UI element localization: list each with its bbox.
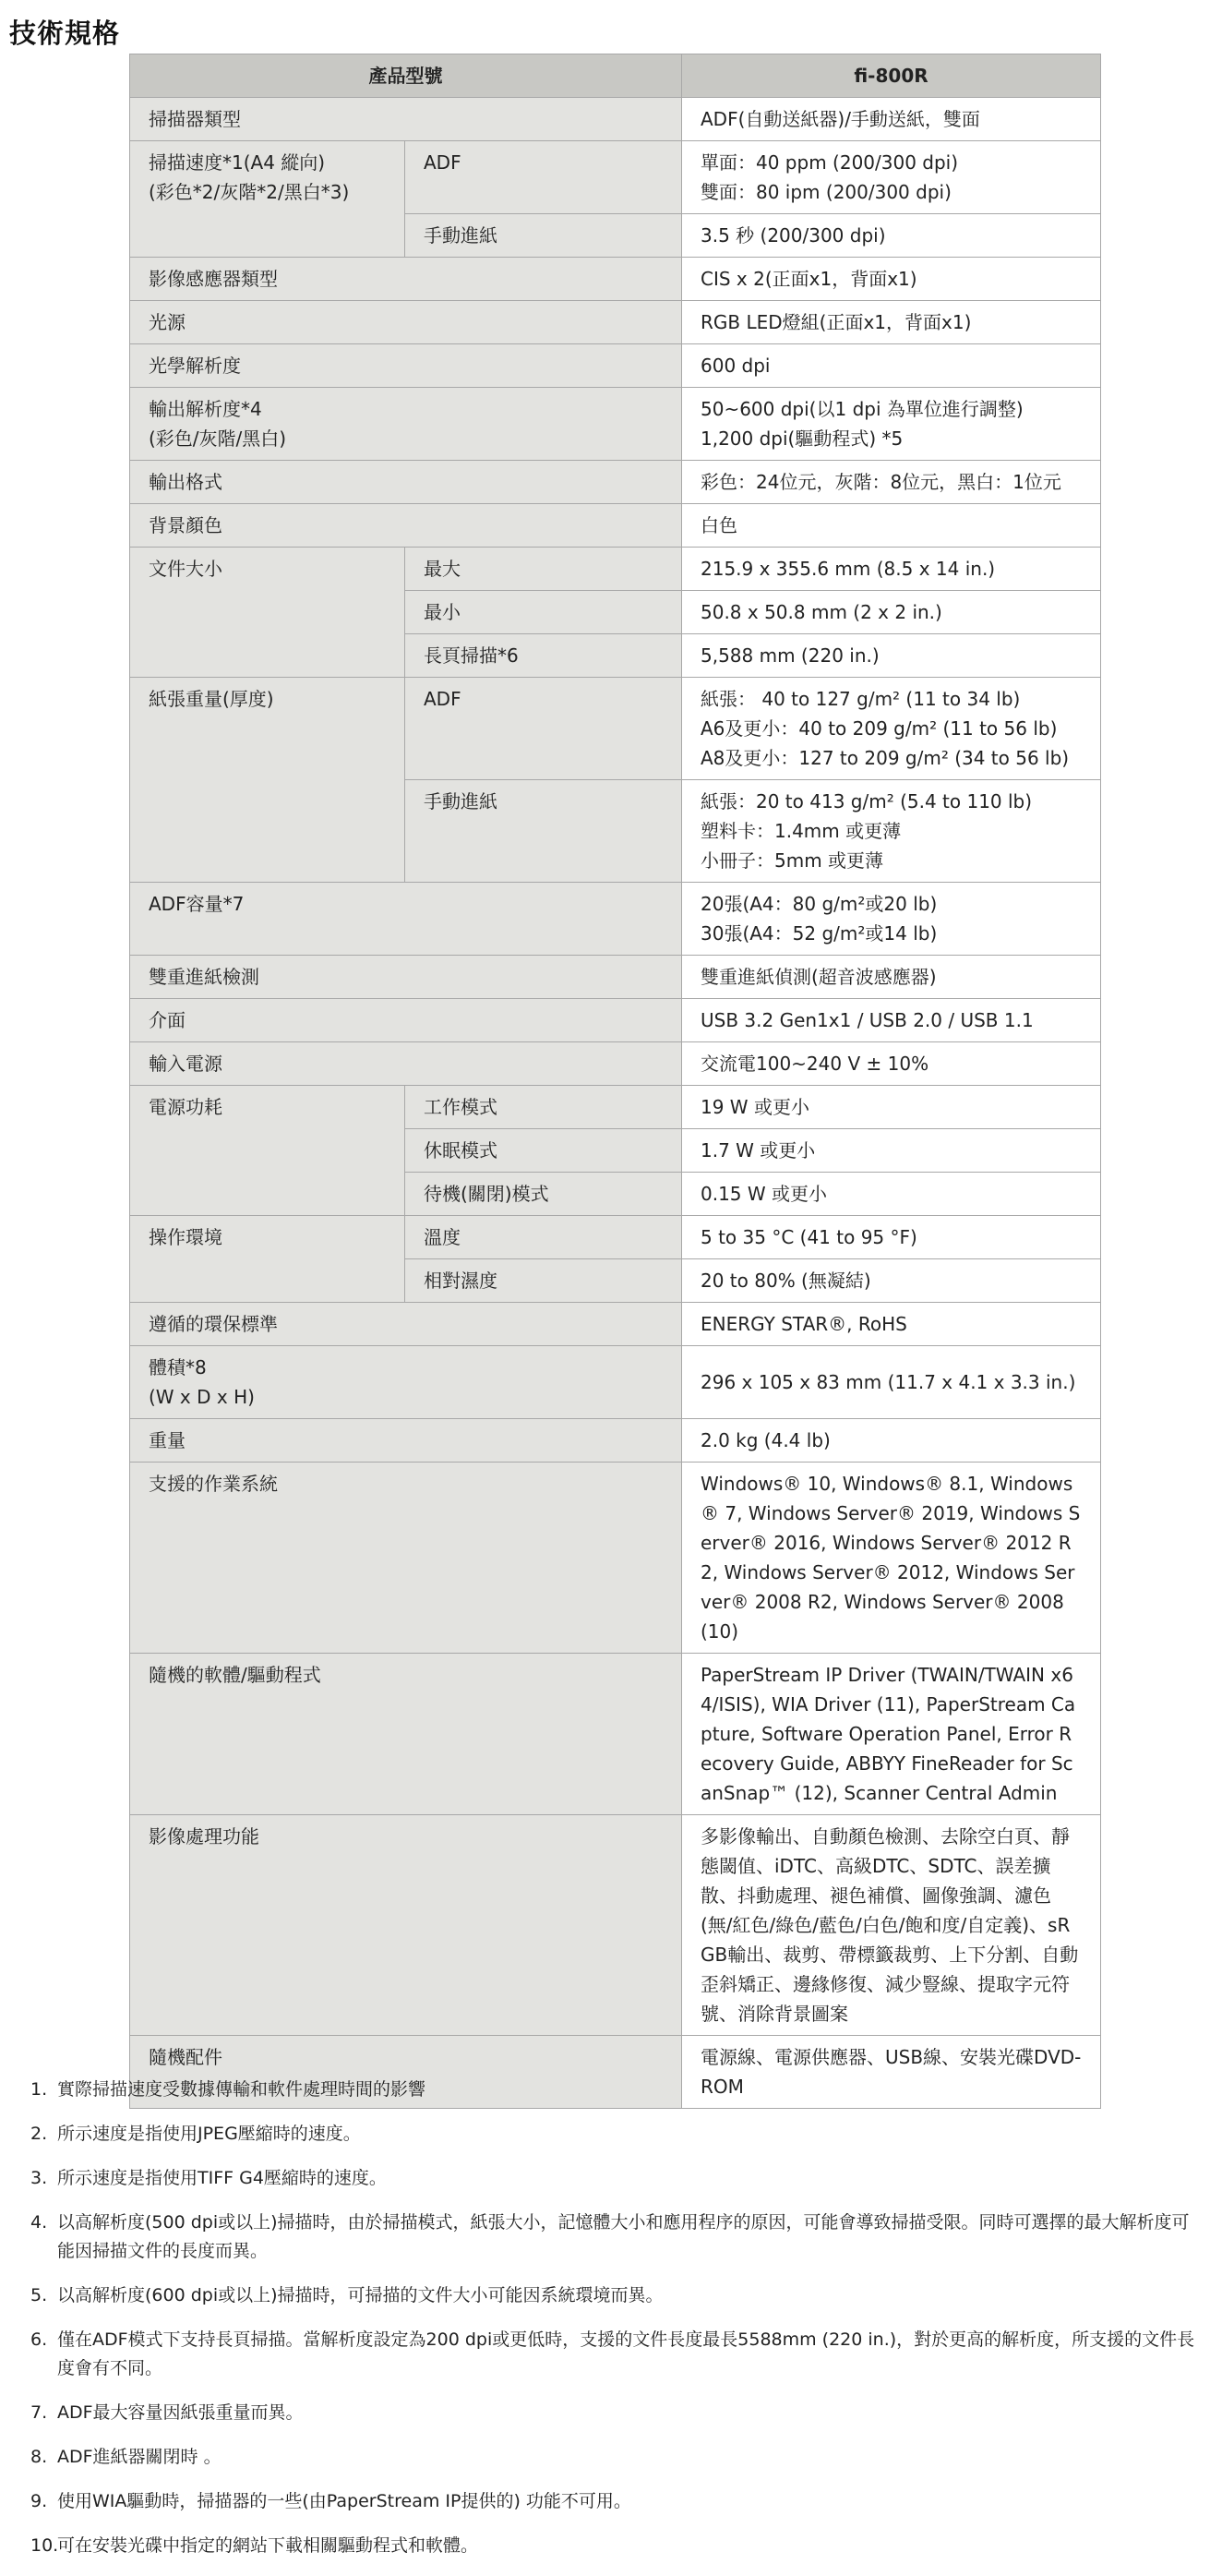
label-line: (彩色*2/灰階*2/黑白*3) (149, 181, 350, 203)
footnote-text: 以高解析度(600 dpi或以上)掃描時，可掃描的文件大小可能因系統環境而異。 (57, 2285, 664, 2305)
row-label: 隨機的軟體/驅動程式 (130, 1654, 682, 1815)
table-row (130, 141, 1101, 214)
value-line: 雙面：80 ipm (200/300 dpi) (701, 181, 952, 203)
row-value (682, 1419, 1101, 1463)
label-line: 體積*8 (149, 1356, 207, 1378)
value-line: 19 W 或更小 (701, 1096, 809, 1118)
value-line: 600 dpi (701, 355, 771, 377)
row-label: 輸入電源 (130, 1042, 682, 1086)
footnote-text: 僅在ADF模式下支持長頁掃描。當解析度設定為200 dpi或更低時，支援的文件長度最長5588mm (220 in.)，對於更高的解析度，所支援的文件長度會有不同。 (57, 2329, 1195, 2378)
label-line: 輸出解析度*4 (149, 398, 262, 420)
footnote-item (30, 2120, 1205, 2149)
footnote-item (30, 2443, 1205, 2472)
table-row (130, 461, 1101, 504)
value-line: 紙張：20 to 413 g/m² (5.4 to 110 lb) (701, 790, 1033, 813)
row-value (682, 956, 1101, 999)
row-sublabel: 待機(關閉)模式 (405, 1173, 682, 1216)
row-value (682, 98, 1101, 141)
value-line: 1,200 dpi(驅動程式) *5 (701, 427, 904, 450)
value-line: 小冊子：5mm 或更薄 (701, 849, 884, 872)
value-line: 電源線、電源供應器、USB線、安裝光碟DVD-ROM (701, 2046, 1082, 2098)
table-row (130, 956, 1101, 999)
row-value (682, 461, 1101, 504)
footnote-item (30, 2326, 1205, 2383)
table-row (130, 344, 1101, 388)
value-line: A6及更小：40 to 209 g/m² (11 to 56 lb) (701, 717, 1058, 740)
value-line: PaperStream IP Driver (TWAIN/TWAIN x64/ISIS), WIA Driver (11), PaperStream Capture, Software Operation Panel, Error Recovery Guide, ABBYY FineReader for ScanSnap™ (12), Scanner Central Admin (701, 1664, 1076, 1804)
table-row (130, 1815, 1101, 2036)
table-row (130, 388, 1101, 461)
table-row (130, 883, 1101, 956)
table-row (130, 1086, 1101, 1129)
row-value (682, 591, 1101, 634)
footnote-text: 實際掃描速度受數據傳輸和軟件處理時間的影響 (57, 2079, 426, 2100)
row-sublabel: 長頁掃描*6 (405, 634, 682, 678)
footnote-number: 3. (30, 2168, 48, 2188)
value-line: USB 3.2 Gen1x1 / USB 2.0 / USB 1.1 (701, 1009, 1034, 1031)
row-sublabel: 溫度 (405, 1216, 682, 1259)
page-title: 技術規格 (9, 18, 121, 49)
footnote-item (30, 2209, 1205, 2266)
footnote-text: 所示速度是指使用TIFF G4壓縮時的速度。 (57, 2168, 387, 2188)
row-sublabel: 最大 (405, 548, 682, 591)
value-line: RGB LED燈組(正面x1，背面x1) (701, 311, 972, 333)
footnote-number: 7. (30, 2402, 48, 2423)
row-value (682, 258, 1101, 301)
row-label: 紙張重量(厚度) (130, 678, 405, 883)
footnote-item (30, 2487, 1205, 2516)
table-row (130, 1303, 1101, 1346)
footnote-number: 2. (30, 2124, 48, 2144)
table-row (130, 999, 1101, 1042)
row-label: 光學解析度 (130, 344, 682, 388)
value-line: 0.15 W 或更小 (701, 1183, 828, 1205)
row-label (130, 141, 405, 258)
footnote-item (30, 2532, 1205, 2560)
footnote-text: 可在安裝光碟中指定的網站下載相關驅動程式和軟體。 (57, 2535, 479, 2556)
value-line: ENERGY STAR®, RoHS (701, 1313, 907, 1335)
value-line: 1.7 W 或更小 (701, 1139, 816, 1162)
footnote-number: 9. (30, 2491, 48, 2511)
footnote-item (30, 2164, 1205, 2193)
footnote-text: 所示速度是指使用JPEG壓縮時的速度。 (57, 2124, 361, 2144)
value-line: ADF(自動送紙器)/手動送紙，雙面 (701, 108, 980, 130)
spec-table (129, 54, 1101, 2109)
table-row (130, 301, 1101, 344)
table-row (130, 98, 1101, 141)
footnote-item (30, 2076, 1205, 2104)
value-line: 雙重進紙偵測(超音波感應器) (701, 966, 937, 988)
row-label: 影像處理功能 (130, 1815, 682, 2036)
row-value (682, 1815, 1101, 2036)
table-row (130, 1346, 1101, 1419)
value-line: 紙張： 40 to 127 g/m² (11 to 34 lb) (701, 688, 1021, 710)
value-line: 50.8 x 50.8 mm (2 x 2 in.) (701, 601, 942, 623)
value-line: 30張(A4：52 g/m²或14 lb) (701, 922, 938, 945)
value-line: 5,588 mm (220 in.) (701, 644, 880, 667)
row-value (682, 1216, 1101, 1259)
footnote-number: 5. (30, 2285, 48, 2305)
value-line: Windows® 10, Windows® 8.1, Windows® 7, Windows Server® 2019, Windows Server® 2016, Windows Server® 2012 R2, Windows Server® 2012, Windows Server® 2008 R2, Windows Server® 2008 (10) (701, 1473, 1081, 1643)
row-sublabel: ADF (405, 678, 682, 780)
row-value (682, 1346, 1101, 1419)
footnotes-list (30, 2076, 1205, 2576)
footnote-text: ADF進紙器關閉時 。 (57, 2447, 222, 2467)
row-label: 隨機配件 (130, 2036, 682, 2109)
footnote-text: 以高解析度(500 dpi或以上)掃描時，由於掃描模式，紙張大小，記憶體大小和應用程序的原因，可能會導致掃描受限。同時可選擇的最大解析度可能因掃描文件的長度而異。 (57, 2212, 1190, 2261)
row-label: ADF容量*7 (130, 883, 682, 956)
row-value (682, 1086, 1101, 1129)
footnote-text: 使用WIA驅動時，掃描器的一些(由PaperStream IP提供的) 功能不可用。 (57, 2491, 631, 2511)
label-line: (彩色/灰階/黑白) (149, 427, 287, 450)
header-label: 產品型號 (130, 54, 682, 98)
value-line: 20張(A4：80 g/m²或20 lb) (701, 893, 938, 915)
row-value (682, 1654, 1101, 1815)
row-label: 介面 (130, 999, 682, 1042)
row-sublabel: ADF (405, 141, 682, 214)
value-line: 3.5 秒 (200/300 dpi) (701, 224, 886, 247)
row-sublabel: 手動進紙 (405, 780, 682, 883)
table-row (130, 1419, 1101, 1463)
footnote-text: ADF最大容量因紙張重量而異。 (57, 2402, 304, 2423)
value-line: A8及更小：127 to 209 g/m² (34 to 56 lb) (701, 747, 1070, 769)
value-line: 5 to 35 °C (41 to 95 °F) (701, 1226, 917, 1248)
table-row (130, 678, 1101, 780)
row-value (682, 1303, 1101, 1346)
footnote-number: 4. (30, 2212, 48, 2233)
row-label: 掃描器類型 (130, 98, 682, 141)
row-value (682, 548, 1101, 591)
row-sublabel: 最小 (405, 591, 682, 634)
value-line: 彩色：24位元，灰階：8位元，黑白：1位元 (701, 471, 1061, 493)
row-value (682, 1463, 1101, 1654)
table-row (130, 1463, 1101, 1654)
footnote-item (30, 2399, 1205, 2427)
row-label (130, 388, 682, 461)
row-value (682, 634, 1101, 678)
value-line: CIS x 2(正面x1，背面x1) (701, 268, 917, 290)
value-line: 多影像輸出、自動顏色檢測、去除空白頁、靜態閾值、iDTC、高級DTC、SDTC、誤差擴散、抖動處理、褪色補償、圖像強調、濾色(無/紅色/綠色/藍色/白色/飽和度/自定義)、sRGB輸出、裁剪、帶標籤裁剪、上下分割、自動歪斜矯正、邊緣修復、減少豎線、提取字元符號、消除背景圖案 (701, 1825, 1079, 2025)
table-row (130, 548, 1101, 591)
row-label: 影像感應器類型 (130, 258, 682, 301)
table-row (130, 1042, 1101, 1086)
row-value (682, 504, 1101, 548)
row-sublabel: 休眠模式 (405, 1129, 682, 1173)
footnote-number: 6. (30, 2329, 48, 2350)
row-value (682, 780, 1101, 883)
row-label: 遵循的環保標準 (130, 1303, 682, 1346)
table-row (130, 1654, 1101, 1815)
row-value (682, 678, 1101, 780)
row-sublabel: 工作模式 (405, 1086, 682, 1129)
row-label: 電源功耗 (130, 1086, 405, 1216)
value-line: 20 to 80% (無凝結) (701, 1270, 871, 1292)
value-line: 215.9 x 355.6 mm (8.5 x 14 in.) (701, 558, 996, 580)
table-row (130, 504, 1101, 548)
footnote-item (30, 2281, 1205, 2310)
row-value (682, 344, 1101, 388)
row-label: 文件大小 (130, 548, 405, 678)
table-row (130, 258, 1101, 301)
value-line: 50~600 dpi(以1 dpi 為單位進行調整) (701, 398, 1024, 420)
row-value (682, 301, 1101, 344)
value-line: 2.0 kg (4.4 lb) (701, 1429, 831, 1451)
table-header-row (130, 54, 1101, 98)
row-value (682, 1173, 1101, 1216)
row-value (682, 388, 1101, 461)
row-value (682, 999, 1101, 1042)
label-line: (W x D x H) (149, 1386, 255, 1408)
row-label: 光源 (130, 301, 682, 344)
table-row (130, 1216, 1101, 1259)
value-line: 296 x 105 x 83 mm (11.7 x 4.1 x 3.3 in.) (701, 1371, 1076, 1393)
footnote-number: 1. (30, 2079, 48, 2100)
row-value (682, 1129, 1101, 1173)
label-line: 掃描速度*1(A4 縱向) (149, 151, 326, 174)
row-label: 重量 (130, 1419, 682, 1463)
row-label (130, 1346, 682, 1419)
header-model: fi-800R (682, 54, 1101, 98)
row-value (682, 883, 1101, 956)
row-sublabel: 相對濕度 (405, 1259, 682, 1303)
row-label: 支援的作業系統 (130, 1463, 682, 1654)
row-label: 雙重進紙檢測 (130, 956, 682, 999)
value-line: 塑料卡：1.4mm 或更薄 (701, 820, 902, 842)
footnote-number: 10. (30, 2535, 59, 2556)
row-value (682, 1042, 1101, 1086)
value-line: 交流電100~240 V ± 10% (701, 1053, 929, 1075)
row-label: 背景顏色 (130, 504, 682, 548)
row-label: 操作環境 (130, 1216, 405, 1303)
value-line: 白色 (701, 514, 737, 536)
row-label: 輸出格式 (130, 461, 682, 504)
row-value (682, 214, 1101, 258)
value-line: 單面：40 ppm (200/300 dpi) (701, 151, 959, 174)
footnote-number: 8. (30, 2447, 48, 2467)
row-value (682, 141, 1101, 214)
row-sublabel: 手動進紙 (405, 214, 682, 258)
row-value (682, 1259, 1101, 1303)
